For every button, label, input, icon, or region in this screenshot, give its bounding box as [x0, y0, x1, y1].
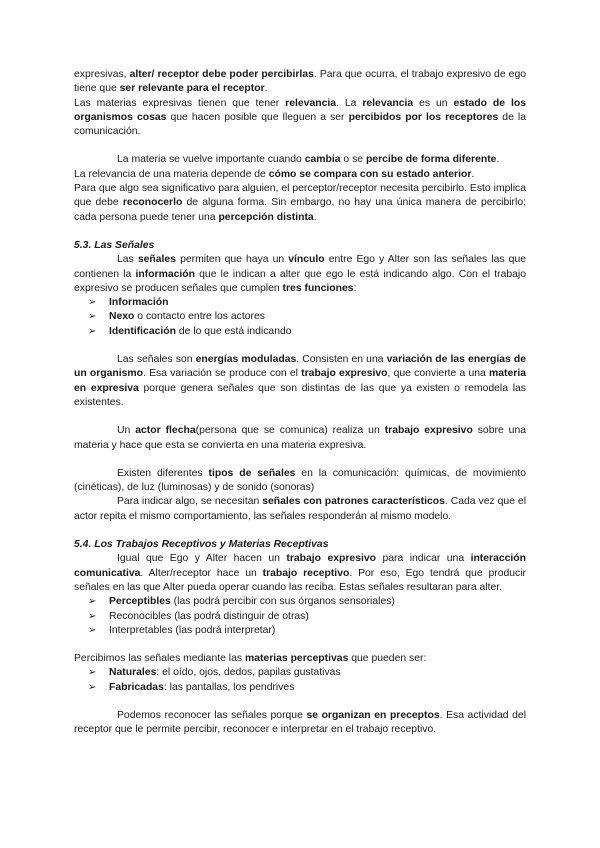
bold-text: variación de las energías de un organismo [74, 354, 526, 380]
text-run: que pueden ser: [348, 653, 427, 665]
text-run: . [471, 168, 475, 180]
paragraph [74, 168, 526, 182]
bold-text: cómo se compara con su estado anterior [268, 168, 472, 180]
paragraph [74, 97, 526, 140]
bold-text: ser relevante para el receptor [119, 83, 265, 95]
text-run: (las podrá percibir con sus órganos sensoriales) [170, 596, 395, 608]
text-run: Las señales son [117, 354, 196, 366]
text-run: . Consisten en una [296, 354, 387, 366]
bold-text: alter/ receptor debe poder percibirlas [129, 69, 314, 80]
paragraph [74, 253, 526, 296]
paragraph [74, 182, 526, 225]
bold-text: materias perceptivas [244, 653, 349, 665]
paragraph [74, 424, 526, 453]
paragraph [74, 68, 526, 97]
text-run: La relevancia de una materia depende de [74, 168, 269, 180]
bold-text: trabajo receptivo [262, 567, 350, 579]
text-run: . [313, 211, 317, 223]
text-run: porque genera señales que son distintas de las que ya existen o remodela las existentes. [74, 382, 526, 408]
bold-text: se organizan en preceptos [306, 709, 440, 721]
bold-text: trabajo expresivo [384, 425, 473, 437]
bullet-list-signal-types [74, 595, 526, 638]
text-run: Para que algo sea significativo para alguien, el perceptor/receptor necesita percibirlo. Esto implica que debe [74, 183, 526, 209]
bold-text: tipos de señales [208, 467, 296, 479]
text-run: que le indican a alter que ego le está indicando algo. Con el trabajo expresivo se producen señales que cumplen [74, 268, 526, 294]
bold-text: materia en expresiva [74, 368, 526, 394]
text-run: . Alter/receptor hace un [140, 567, 263, 579]
bullet-arrow-icon: ➢ [88, 297, 97, 309]
text-run: . Esa variación se produce con el [143, 368, 302, 380]
text-run: (persona que se comunica) realiza un [195, 425, 385, 437]
bold-text: tres funciones [282, 282, 354, 294]
text-run: Para indicar algo, se necesitan [117, 496, 263, 508]
bold-text: interacción comunicativa [74, 553, 526, 579]
bullet-arrow-icon: ➢ [88, 624, 97, 636]
bullet-arrow-icon: ➢ [88, 667, 97, 679]
list-item [74, 325, 526, 339]
bold-text: Naturales [109, 667, 157, 679]
bullet-arrow-icon: ➢ [88, 311, 97, 323]
text-run: que hacen posible que lleguen a ser [166, 111, 349, 123]
text-run: o contacto entre los actores [134, 311, 265, 323]
text-run: en la comunicación: químicas, de movimiento (cinéticas), de luz (luminosas) y de sonido (sonoras) [74, 467, 526, 494]
paragraph [74, 467, 526, 496]
bold-text: percepción distinta [218, 211, 314, 223]
bold-text: relevancia [362, 97, 414, 109]
bullet-list-functions [74, 296, 526, 339]
text-run: Existen diferentes [117, 467, 209, 479]
bold-text: señales con patrones característicos [262, 496, 445, 508]
text-run: Percibimos las señales mediante las [74, 653, 245, 665]
text-run: . [264, 83, 268, 95]
text-run: . Por eso, Ego tendrá que producir señales en las que Alter pueda operar cuando las reciba. Estas señales resultaran para alter. [74, 567, 526, 593]
text-run: Igual que Ego y Alter hacen un [117, 553, 287, 565]
text-run: : [353, 282, 357, 294]
bold-text: Perceptibles [109, 596, 171, 608]
bold-text: cambia [304, 154, 341, 166]
text-run: , que convierte a una [387, 368, 490, 380]
list-item [74, 595, 526, 609]
text-run: : las pantallas, los pendrives [163, 681, 295, 693]
section-heading-5-3: 5.3. Las Señales [74, 239, 155, 251]
list-item [74, 666, 526, 680]
list-item [74, 624, 526, 638]
text-run: Las materias expresivas tienen que tener [74, 97, 286, 109]
text-run: de la comunicación. [74, 111, 526, 138]
bullet-arrow-icon: ➢ [88, 596, 97, 608]
bullet-arrow-icon: ➢ [88, 325, 97, 337]
text-run: entre Ego y Alter son las señales las que contienen la [74, 254, 526, 280]
paragraph [74, 495, 526, 524]
document-page [74, 68, 526, 738]
paragraph [74, 552, 526, 595]
bold-text: trabajo expresivo [286, 553, 376, 565]
text-run: : el oído, ojos, dedos, papilas gustativas [156, 667, 341, 679]
text-run: Las [117, 254, 138, 266]
text-run: . Para que ocurra, el trabajo expresivo de ego tiene que [74, 69, 526, 95]
bold-text: Fabricadas [109, 681, 164, 693]
text-run: Podemos reconocer las señales porque [117, 709, 307, 721]
text-run: Reconocibles (las podrá distinguir de otras) [109, 610, 309, 622]
text-run: o se [340, 154, 366, 166]
bold-text: reconocerlo [122, 197, 183, 209]
bold-text: percibidos por los receptores [348, 111, 499, 123]
bold-text: información [135, 268, 195, 280]
bold-text: relevancia [285, 97, 337, 109]
bold-text: vínculo [288, 254, 325, 266]
list-item [74, 610, 526, 624]
text-run: . La [336, 97, 363, 109]
text-run: La materia se vuelve importante cuando [117, 154, 305, 166]
bold-text: percibe de forma diferente [365, 154, 497, 166]
bold-text: trabajo expresivo [301, 368, 388, 380]
bullet-list-perceptive-materials [74, 666, 526, 695]
bold-text: energías moduladas [195, 354, 297, 366]
paragraph [74, 652, 526, 666]
text-run: . [496, 154, 500, 166]
text-run: es un [413, 97, 454, 109]
bold-text: Identificación [109, 325, 176, 337]
text-run: permiten que haya un [175, 254, 289, 266]
bold-text: Nexo [109, 311, 135, 323]
bullet-arrow-icon: ➢ [88, 610, 97, 622]
paragraph [74, 153, 526, 167]
text-run: . Esa actividad del receptor que le permite percibir, reconocer e interpretar en el trabajo receptivo. [74, 709, 527, 736]
bold-text: señales [137, 254, 176, 266]
text-run: sobre una materia y hace que esta se convierta en una materia expresiva. [74, 425, 527, 451]
paragraph [74, 353, 526, 410]
bullet-arrow-icon: ➢ [88, 681, 97, 693]
text-run: Interpretables (las podrá interpretar) [109, 624, 276, 636]
text-run: para indicar una [376, 553, 471, 565]
text-run: de alguna forma. Sin embargo, no hay una única manera de percibirlo; cada persona puede tener una [74, 197, 526, 223]
bold-text: Información [109, 297, 169, 309]
list-item [74, 310, 526, 324]
bold-text: estado de los organismos cosas [74, 97, 526, 123]
list-item [74, 681, 526, 695]
paragraph [74, 709, 526, 738]
bold-text: actor flecha [135, 425, 196, 437]
text-run: Un [117, 425, 136, 437]
text-run: . Cada vez que el actor repita el mismo comportamiento, las señales responderán al mismo modelo. [74, 496, 526, 522]
section-heading-5-4: 5.4. Los Trabajos Receptivos y Materias Receptivas [74, 539, 329, 551]
text-run: de lo que está indicando [175, 325, 292, 337]
list-item [74, 296, 526, 310]
text-run: expresivas, [74, 69, 130, 80]
